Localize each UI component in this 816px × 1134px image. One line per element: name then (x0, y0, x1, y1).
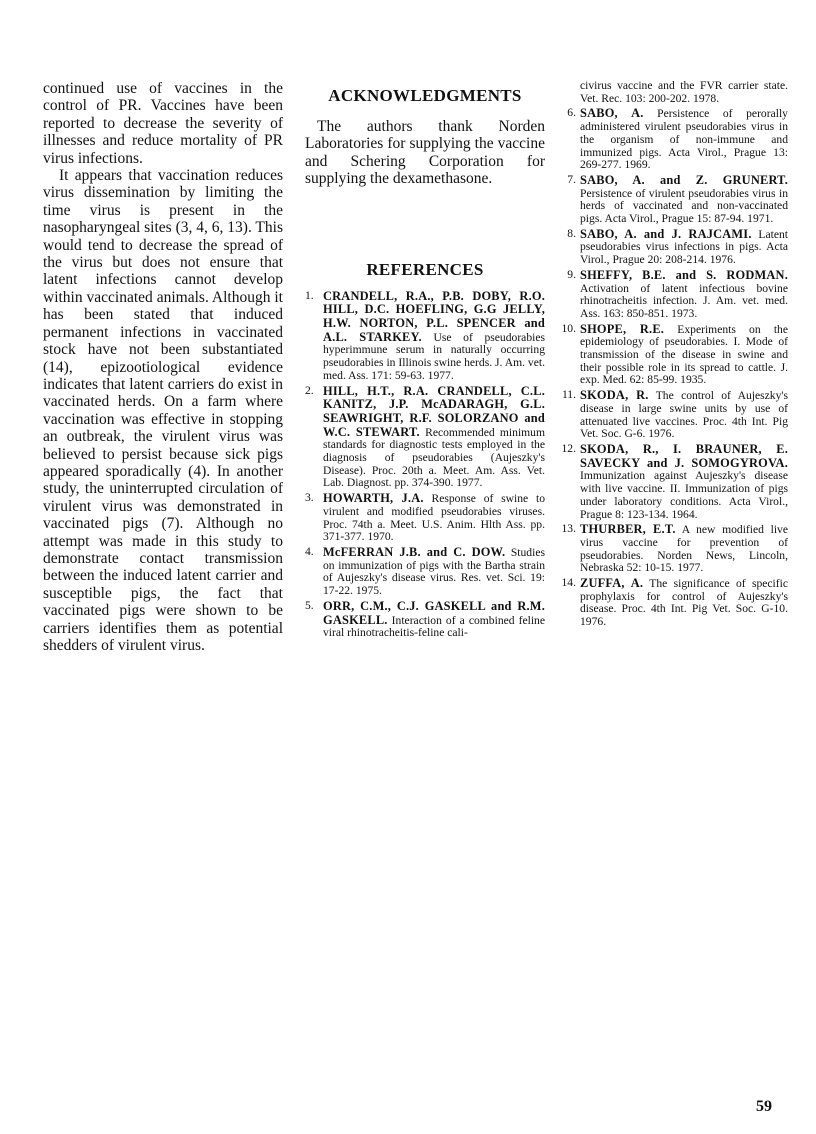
reference-number: 1. (305, 288, 314, 302)
reference-item (305, 546, 545, 598)
reference-continuation: civirus vaccine and the FVR carrier state. Vet. Rec. 103: 200-202. 1978. (580, 79, 788, 105)
reference-list (560, 107, 788, 628)
reference-number: 14. (561, 576, 576, 590)
reference-text: Recommended minimum standards for diagnostic tests employed in the diagnosis of pseudorabies (Aujeszky's Disease). Proc. 20th a. Meet. Am. Ass. Vet. Lab. Diagnost. pp. 374-390. 1977. (323, 425, 545, 490)
reference-text: Persistence of virulent pseudorabies virus in herds of vaccinated and non-vaccinated pigs. Acta Virol., Prague 15: 87-94. 1971. (580, 186, 788, 226)
reference-item (305, 492, 545, 544)
reference-text: Interaction of a combined feline viral rhinotracheitis-feline cali- (323, 613, 545, 640)
reference-authors: HOWARTH, J.A. (323, 491, 424, 506)
acknowledgments-text: The authors thank Norden Laboratories for supplying the vaccine and Schering Corporation for supplying the dexamethasone. (305, 118, 545, 188)
reference-authors: HILL, H.T., R.A. CRANDELL, C.L. KANITZ, J.P. McADARAGH, G.L. SEAWRIGHT, R.F. SOLORZANO and W.C. STEWART. (323, 383, 545, 439)
reference-text: Studies on immunization of pigs with the Bartha strain of Aujeszky's disease virus. Res. vet. Sci. 19: 17-22. 1975. (323, 545, 545, 598)
reference-item (560, 269, 788, 321)
reference-text: Persistence of perorally administered virulent pseudorabies virus in the organism of non-immune and immunized pigs. Acta Virol., Prague 13: 269-277. 1969. (580, 107, 788, 172)
reference-list (305, 290, 545, 640)
reference-number: 5. (305, 598, 314, 612)
reference-authors: SABO, A. and J. RAJCAMI. (580, 226, 752, 241)
body-paragraph: continued use of vaccines in the control of PR. Vaccines have been reported to decrease the severity of illnesses and reduce mortality of PR virus infections. (43, 80, 283, 167)
reference-number: 7. (567, 172, 576, 186)
reference-item (305, 290, 545, 383)
reference-authors: THURBER, E.T. (580, 522, 676, 537)
body-paragraph: It appears that vaccination reduces virus dissemination by limiting the time virus is present in the nasopharyngeal sites (3, 4, 6, 13). This would tend to decrease the spread of the virus but does not ensure that latent infections cannot develop within vaccinated animals. Although it has been stated that induced permanent infections in vaccinated stock have not been substantiated (14), epizootiological evidence indicates that latent carriers do exist in vaccinated herds. On a farm where vaccination was effective in stopping an outbreak, the virulent virus was believed to persist because sick pigs appeared sporadically (4). In another study, the uninterrupted circulation of virulent virus was demonstrated in vaccinated pigs (7). Although no attempt was made in this study to demonstrate contact transmission between the induced latent carrier and susceptible pigs, the fact that vaccinated pigs were shown to be carriers identifies them as potential shedders of virulent virus. (43, 167, 283, 654)
reference-number: 11. (561, 388, 576, 402)
reference-text: Latent pseudorabies virus infections in pigs. Acta Virol., Prague 20: 208-214. 1976. (580, 227, 789, 267)
reference-item (560, 228, 788, 267)
left-column (43, 80, 283, 654)
reference-authors: SABO, A. (580, 106, 644, 121)
reference-text: Activation of latent infectious bovine rhinotracheitis infection. J. Am. vet. med. Ass. 163: 850-851. 1973. (580, 281, 788, 320)
reference-item (560, 389, 788, 441)
reference-number: 4. (305, 544, 314, 558)
reference-text: Use of pseudorabies hyperimmune serum in naturally occurring pseudorabies in Illinois swine herds. J. Am. vet. med. Ass. 171: 59-63. 1977. (323, 330, 545, 382)
reference-item (560, 577, 788, 629)
acknowledgments-heading: ACKNOWLEDGMENTS (328, 86, 522, 105)
reference-authors: McFERRAN J.B. and C. DOW. (323, 544, 506, 559)
reference-item (560, 443, 788, 521)
middle-column (305, 80, 545, 642)
reference-number: 10. (561, 321, 576, 335)
reference-authors: SKODA, R. (580, 388, 649, 403)
reference-number: 3. (305, 491, 314, 505)
right-column (560, 80, 788, 631)
reference-item (305, 385, 545, 491)
reference-authors: ZUFFA, A. (580, 576, 644, 591)
reference-authors: SABO, A. and Z. GRUNERT. (580, 172, 788, 187)
reference-text: Response of swine to virulent and modified pseudorabies viruses. Proc. 74th a. Meet. U.S. Anim. Hlth Ass. pp. 371-377. 1970. (323, 492, 546, 544)
page-number: 59 (756, 1098, 772, 1115)
reference-item (305, 600, 545, 640)
reference-text: Experiments on the epidemiology of pseudorabies. I. Mode of transmission of the disease in swine and their possible role in its spread to cattle. J. exp. Med. 62: 85-99. 1935. (580, 322, 788, 387)
reference-text: Immunization against Aujeszky's disease with live vaccine. II. Immunization of pigs under laboratory conditions. Acta Virol., Prague 8: 123-134. 1964. (580, 469, 788, 521)
reference-number: 2. (305, 383, 314, 397)
reference-authors: ORR, C.M., C.J. GASKELL and R.M. GASKELL. (323, 598, 545, 627)
reference-item (560, 107, 788, 172)
reference-authors: SHEFFY, B.E. and S. RODMAN. (580, 267, 788, 282)
reference-text: A new modified live virus vaccine for prevention of pseudorabies. Norden News, Lincoln, Nebraska 52: 10-15. 1977. (580, 523, 788, 575)
reference-text: The control of Aujeszky's disease in large swine units by use of attenuated live vaccines. Proc. 4th Int. Pig Vet. Soc. G-6. 1976. (580, 389, 789, 441)
reference-item (560, 174, 788, 226)
reference-item (560, 323, 788, 388)
reference-text: The significance of specific prophylaxis for control of Aujeszky's disease. Proc. 4th Int. Pig Vet. Soc. G-10. 1976. (580, 577, 788, 629)
reference-number: 6. (567, 106, 576, 120)
reference-number: 13. (561, 522, 576, 536)
reference-item (560, 523, 788, 575)
reference-number: 12. (561, 441, 576, 455)
reference-authors: SKODA, R., I. BRAUNER, E. SAVECKY and J. SOMOGYROVA. (580, 441, 788, 470)
reference-authors: CRANDELL, R.A., P.B. DOBY, R.O. HILL, D.C. HOEFLING, G.G JELLY, H.W. NORTON, P.L. SPENCER and A.L. STARKEY. (323, 288, 545, 344)
reference-authors: SHOPE, R.E. (580, 321, 665, 336)
reference-number: 9. (567, 267, 576, 281)
references-heading: REFERENCES (366, 259, 484, 279)
reference-number: 8. (567, 226, 576, 240)
